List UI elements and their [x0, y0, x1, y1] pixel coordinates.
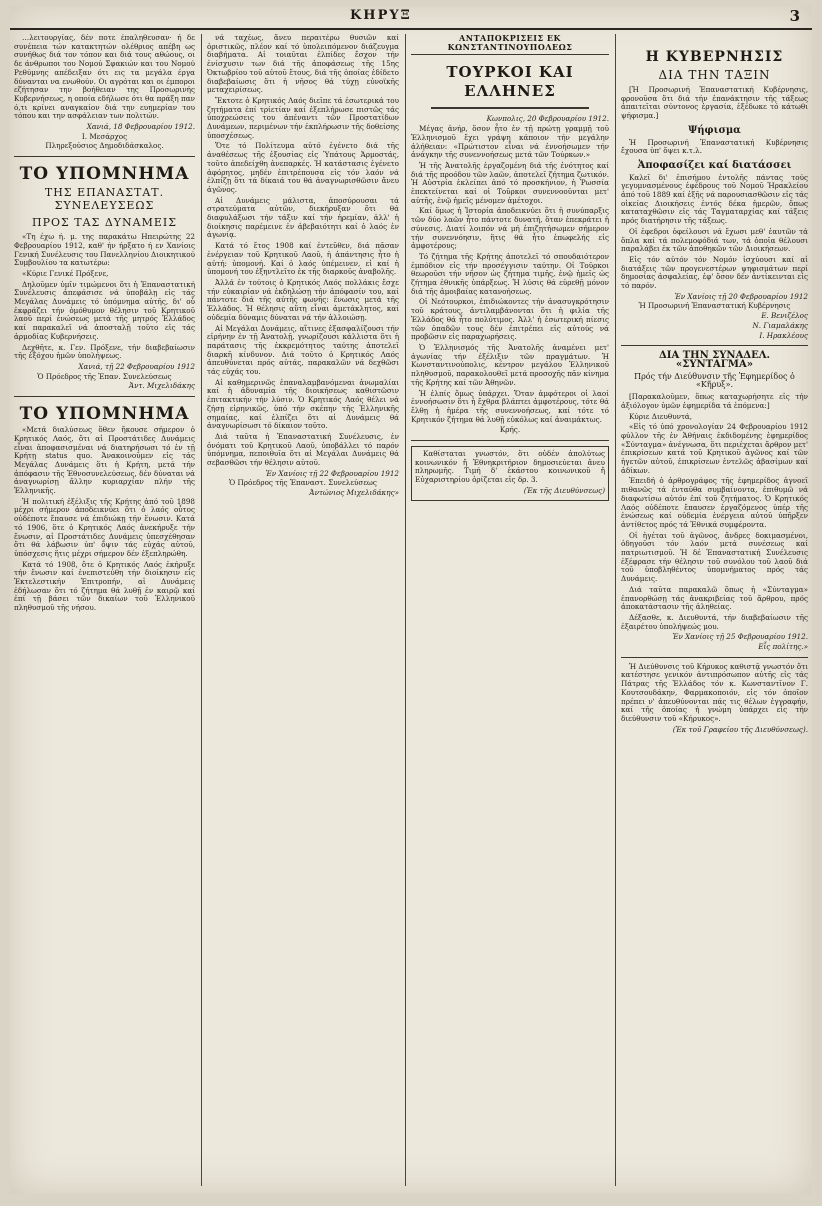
article-text: Ἀλλά ἐν τούτοις ὁ Κρητικός Λαός πολλάκις ἔσχε τήν εὐκαιρίαν νά ἐκδηλώσῃ τήν ἀπόφασίν του, καί πάντοτε διά τῆς αὐτῆς φωνῆς: ἕνωσις μετά τῆς Ἑλλάδος. Ἡ θέλησις αὕτη εἶναι ἀμετάκλητος, καί οὐδεμία δύναμις δύναται νά τήν ἀλλοιώσῃ.	[207, 277, 399, 322]
article-text: Ἡ Προσωρινή Ἐπαναστατική Κυβέρνησις ἔχουσα ὑπ' ὄψει κ.τ.λ.	[621, 137, 808, 156]
subheadline: ΔΙΑ ΤΗΝ ΤΑΞΙΝ	[658, 68, 771, 82]
article-text: «Μετά διαλύσεως ὅθεν ἤκουσε σήμερον ὁ Κρητικός Λαός, ὅτι αἱ Προστάτιδες Δυνάμεις εἶναι ἀποφασισμέναι νά διατηρήσωσι τό ἐν τῇ Κρήτῃ status quo. Ἀνακοινοῦμεν εἰς τάς Μεγάλας Δυνάμεις ὅτι ἡ Κρήτη, μετά τήν ἀπόφασιν τῆς Ἐθνοσυνελεύσεως, δέν δύναται νά ἀναγνωρίσῃ ἄλλην κυριαρχίαν πλήν τῆς Ἑλληνικῆς.	[14, 425, 195, 496]
signature-place: Χανιά, τῇ 22 Φεβρουαρίου 1912	[78, 361, 195, 371]
divider	[14, 156, 195, 157]
article-text: Κατά τό ἔτος 1908 καί ἐντεῦθεν, διά πᾶσαν ἐνέργειαν τοῦ Κρητικοῦ Λαοῦ, ἡ ἀπάντησις ἦτο ἡ αὐτή: ὑπομονή. Καί ὁ λαός ὑπέμεινεν, εἰ καί ἡ ὑπομονή του ἐξηντλεῖτο ἐκ τῆς διαρκοῦς ἀναβολῆς.	[207, 241, 399, 277]
signature-place: Χανιά, 18 Φεβρουαρίου 1912.	[86, 122, 195, 132]
article-text: Αἱ Δυνάμεις μάλιστα, ἀποσύρουσαι τά στρατεύματα αὐτῶν, διεκήρυξαν ὅτι θά διαφυλάξωσι τήν τάξιν καί τήν ἠρεμίαν, ἀλλ' ἡ διοίκησις παρέμεινε ἐν ἀβεβαιότητι καί ὁ λαός ἐν ἀγωνίᾳ.	[207, 195, 399, 240]
column-3	[411, 34, 609, 1186]
divider	[621, 657, 808, 658]
article-text: Αἱ καθημερινῶς ἐπαναλαμβανόμεναι ἀνωμαλίαι καί ἡ ἀδυναμία τῆς διοικήσεως καθιστῶσιν ἐπιτακτικήν τήν λύσιν. Ὁ Κρητικός Λαός θέλει νά ζήσῃ εἰρηνικῶς, ὑπό τήν σκέπην τῆς Ἑλληνικῆς σημαίας, καί ἐλπίζει ὅτι αἱ Δυνάμεις θά ἀναγνωρίσωσι τό δίκαιον τοῦτο.	[207, 377, 399, 431]
article-text: Δηλοῦμεν ὑμῖν τιμώμενοι ὅτι ἡ Ἐπαναστατική Συνέλευσις ἀπεφάσισε νά ὑποβάλῃ εἰς τάς Μεγάλας Δυνάμεις τό ὑπόμνημα αὐτῆς, δι' οὗ ἐκφράζει τήν ὁμόθυμον θέλησιν τοῦ Κρητικοῦ λαοῦ περί ἑνώσεως μετά τῆς μητρός Ἑλλάδος καί παρακαλεῖ νά ἀποσταλῇ τοῦτο εἰς τάς ἀρμοδίας Κυβερνήσεις.	[14, 279, 195, 341]
article-text: Οἱ ἡγέται τοῦ ἀγῶνος, ἄνδρες δοκιμασμένοι, ὁδηγοῦσι τόν λαόν μετά συνέσεως καί πατριωτισμοῦ. Ἡ δέ Ἐπαναστατική Συνέλευσις ἐξέφρασε τήν θέλησιν τοῦ συνόλου τοῦ λαοῦ διά τοῦ ὑποβληθέντος ὑπομνήματος πρός τάς Δυνάμεις.	[621, 530, 808, 584]
headline: ΤΟΥΡΚΟΙ ΚΑΙ ΕΛΛΗΝΕΣ	[446, 63, 574, 101]
column-rule	[201, 34, 202, 1186]
column-4	[621, 34, 808, 1186]
article-text: «Τη έχω ή. μ. της παρακάτω Ηπειρώτης 22 Φεβρουαρίου 1912, καθ' ήν ήρξατο ή εν Χανίοις Γενική Συνέλευσις του Πανελληνίου Διοικητικού Συμβουλίου τα κατωτέρω:	[14, 232, 195, 268]
article-text: Οἱ ἐφεδροι ὀφείλουσι νά ἔχωσι μεθ' ἑαυτῶν τά ὅπλα καί τά πολεμοφόδιά των, τά ὁποῖα θέλουσι παραλάβει ἐκ τῶν ἀποθηκῶν τῶν Διοικήσεων.	[621, 226, 808, 254]
article-text: Ὁ Ἑλληνισμός τῆς Ἀνατολῆς ἀναμένει μετ' ἀγωνίας τήν ἐξέλιξιν τῶν πραγμάτων. Ἡ Κωνσταντινούπολις, κέντρον μεγάλου Ἑλληνικοῦ πληθυσμοῦ, παρακολουθεῖ μετά προσοχῆς πᾶν κίνημα τῆς Κρήτης καί τῶν Ἀθηνῶν.	[411, 342, 609, 387]
signature-name: Ἀντ. Μιχελιδάκης	[128, 381, 195, 391]
section-note: [Παρακαλοῦμεν, ὅπως καταχωρήσητε εἰς τήν ἀξιόλογον ὑμῶν ἐφημερίδα τά ἑπόμενα:]	[621, 392, 808, 410]
signature-place: Ἐν Χανίοις τῇ 20 Φεβρουαρίου 1912	[674, 291, 808, 301]
column-rule	[405, 34, 406, 1186]
headline: Η ΚΥΒΕΡΝΗΣΙΣ	[645, 49, 784, 65]
article-text: «Εἰς τό ὑπό χρονολογίαν 24 Φεβρουαρίου 1912 φύλλον τῆς ἐν Ἀθήναις ἐκδιδομένης ἐφημερίδος «Σύνταγμα» ἀνέγνωσα, ὅτι περιέχεται ἄρθρον μετ' ἐπικρίσεων κατά τοῦ Κρητικοῦ ἀγῶνος καί τῶν ἡγετῶν αὐτοῦ, ἐπικρίσεων ἐντελῶς ἀβασίμων καί ἀδίκων.	[621, 422, 808, 475]
notice-signature: (Ἐκ τῆς Διευθύνσεως)	[523, 485, 605, 495]
signature-name: Κρής.	[499, 425, 521, 435]
masthead	[10, 6, 812, 30]
article-text: Μέγας ἀνήρ, ὅσον ἦτο ἐν τῇ πρώτῃ γραμμῇ τοῦ Ἑλληνισμοῦ ἔχει γράψη κάποιον τήν μεγάλην ἀλήθειαν: «Πρώτιστον εἶναι νά ἐννοήσωμεν τήν ἀνάγκην τῆς συνεννοήσεως μετά τῶν Τούρκων.»	[411, 124, 609, 160]
article-intro: [Ἡ Προσωρινή Ἐπαναστατική Κυβέρνησις, φρονοῦσα ὅτι διά τήν ἐπανάκτησιν τῆς τάξεως ἀπαιτεῖται σύντονος ἐργασία, ἐξέδωκε τό κάτωθι ψήφισμα.]	[621, 85, 808, 121]
divider	[14, 396, 195, 397]
divider	[411, 440, 609, 441]
article-text: Ὅτε τό Πολίτευμα αὐτό ἐγένετο διά τῆς ἀναθέσεως τῆς ἐξουσίας εἰς Ὑπάτους Ἀρμοστάς, τοῦτο ἀπεδείχθη ἀνεπαρκές. Ἡ κατάστασις ἐγένετο ἀφόρητος, μηδέν ἐπιτρέπουσα εἰς τόν λαόν νά ἐλπίζῃ ὅτι τά δίκαιά του θά ἀναγνωρισθῶσιν ἄνευ ἀγῶνος.	[207, 141, 399, 194]
article-greeting: Κύριε Διευθυντά,	[629, 411, 693, 421]
subheadline: ΠΡΟΣ ΤΑΣ ΔΥΝΑΜΕΙΣ	[31, 216, 178, 230]
page-number: 3	[789, 7, 800, 25]
newspaper-page	[10, 6, 812, 1194]
article-text: …λειτουργίας, δέν ποτε έπαληθευσαν· ή δε συνέπεια τών κατακτητών ολέθριος απέβη ως συνήθως διά τον τόπον και διά τους αθώους, οι δε άνθρωποι του Νομού Σφακιών και του Νομού Ρεθύμνης απέδειξαν ότι εις τα μεγάλα έργα δύνανται να ενωθούν. Οι αγρόται και οι έμποροι εζήτησαν την βοήθειαν της Προσωρινής Κυβερνήσεως, η οποία εδήλωσε ότι θα πράξη παν ό,τι κρίνει αναγκαίον διά την ευημερίαν του τόπου και την ασφάλειαν των πολιτών.	[14, 34, 195, 121]
signature-role: Ὁ Πρόεδρος τῆς Ἐπαναστ. Συνελεύσεως	[229, 478, 377, 488]
paper-name: ΚΗΡΥΞ	[350, 8, 412, 23]
signature-name: Ν. Γιαμαλάκης	[752, 320, 808, 330]
notice-signature: (Ἐκ τοῦ Γραφείου τῆς Διευθύνσεως).	[672, 724, 808, 734]
article-text: Ἡ πολιτική ἐξέλιξις τῆς Κρήτης ἀπό τοῦ 1898 μέχρι σήμερον ἀποδεικνύει ὅτι ὁ λαός οὗτος οὐδέποτε ἔπαυσε νά ἐπιδιώκῃ τήν ἕνωσιν. Κατά τό 1906, ὅτε ὁ Κρητικός Λαός ἀνεκήρυξε τήν ἕνωσιν, αἱ Προστάτιδες Δυνάμεις ὑπεσχέθησαν ὅτι θά λάβωσιν ὑπ' ὄψιν τάς εὐχάς αὐτοῦ, ὑπόσχεσις ἥτις μέχρι σήμερον δέν ἐξεπληρώθη.	[14, 496, 195, 558]
article-text: Διά ταῦτα παρακαλῶ ὅπως ἡ «Σύνταγμα» ἐπανορθώσῃ τάς ἀνακριβείας τοῦ ἄρθρου, πρός ἀποκατάστασιν τῆς ἀληθείας.	[621, 584, 808, 612]
dateline: Κωνπολις, 20 Φεβρουαρίου 1912.	[486, 114, 609, 124]
signature-role: Ὁ Πρόεδρος τῆς Ἐπαν. Συνελεύσεως	[37, 371, 172, 381]
column-1	[14, 34, 195, 1186]
signature-name: Ἀντώνιος Μιχελιδάκης»	[309, 488, 399, 498]
divider	[431, 107, 589, 109]
article-text: Ἡ Διεύθυνσις τοῦ Κήρυκος καθιστᾷ γνωστόν ὅτι κατέστησε γενικόν ἀντιπρόσωπον αὐτῆς εἰς τάς Πάτρας τῆς Ἑλλάδος τόν κ. Κωνσταντῖνον Γ. Κουτσουδάκην, Φαρμακοποιόν, εἰς τόν ὁποῖον πρέπει ν' ἀπευθύνονται πάς τις θέλων ἐγγραφήν, καί τῆς ὁποίας ἡ γνώμη ὑπάρχει εἰς τήν διεύθυνσιν τοῦ «Κήρυκος».	[621, 661, 808, 723]
article-text: νά ταχέως, ἄνευ περαιτέρω θυσιῶν καί ὁριστικῶς, πλέον καί τό ὑπολειπόμενον διάζευγμα διαβήματα. Αἱ τοιαῦται ἐλπίδες ἔσχον τήν ἐνίσχυσιν των διά τῆς ἀποφάσεως τῆς 15ης Ὀκτωβρίου τοῦ αὐτοῦ ἔτους, διά τῆς ὁποίας ἐδίδετο διαβεβαίωσις ὅτι ἡ νῆσος θά τύχῃ εὐνοϊκῆς μεταχειρίσεως.	[207, 34, 399, 95]
subheadline: ΤΗΣ ΕΠΑΝΑΣΤΑΤ. ΣΥΝΕΛΕΥΣΕΩΣ	[44, 186, 165, 213]
article-text: Εἰς τόν αὐτόν τόν Νομόν ἰσχύουσι καί αἱ διατάξεις τῶν προγενεστέρων ψηφισμάτων περί δημοσίας ἀσφαλείας, ἐφ' ὅσον δέν ἀντίκεινται εἰς τό παρόν.	[621, 254, 808, 291]
article-text: Καί ὅμως ἡ Ἰστορία ἀποδεικνύει ὅτι ἡ συνύπαρξις τῶν δύο λαῶν ἦτο πάντοτε δυνατή, ὅταν ἐπεκράτει ἡ σύνεσις. Διατί λοιπόν νά μή ἐπιζητήσωμεν σήμερον τήν συνεννόησιν, ἥτις θά ἦτο ἐπωφελής εἰς ἀμφοτέρους;	[411, 206, 609, 251]
article-text: Ἔκτοτε ὁ Κρητικός Λαός διεῖπε τά ἐσωτερικά του ζητήματα ἐπί τρίετίαν καί ἐξεπλήρωσε πιστῶς τάς ὑποχρεώσεις του ἀπέναντι τῶν Προστατίδων Δυνάμεων, περιμένων τήν ἐκπλήρωσιν τῆς δοθείσης ὑποσχέσεως.	[207, 95, 399, 140]
decree-title: Ψήφισμα	[688, 124, 741, 136]
notice-text: Καθίσταται γνωστόν, ὅτι οὐδέν ἀπολύτως κοινωνικόν ἤ Ἐθνηκριτήριον δημοσιεύεται ἄνευ πληρωμῆς. Τιμή δ' ἑκάστου κοινωνικοῦ ἤ Εὐχαριστηρίου ὁρίζεται εἰς δρ. 3.	[415, 449, 605, 485]
signature-title: Πληρεξούσιος Δημοδιδάσκαλος.	[45, 141, 164, 151]
article-text: Ἐπειδή ὁ ἀρθρογράφος τῆς ἐφημερίδος ἀγνοεῖ πιθανῶς τά ἐνταῦθα συμβαίνοντα, ἐπιθυμῶ νά διαφωτίσω αὐτόν ἐπί τοῦ ζητήματος. Ὁ Κρητικός Λαός οὐδέποτε ἔπαυσεν ἐργαζόμενος ὑπέρ τῆς ἑνώσεως καί οὐδεμία ἐνέργεια αὐτοῦ ὑπῆρξεν ἀντίθετος πρός τά Ἐθνικά συμφέροντα.	[621, 476, 808, 529]
article-text: Δέξασθε, κ. Διευθυντά, τήν διαβεβαίωσιν τῆς ἐξαιρέτου ὑπολήψεώς μου.	[621, 612, 808, 631]
divider	[621, 345, 808, 346]
signature-name: Ε. Βενιζέλος	[761, 311, 808, 321]
article-text: Καλεῖ δι' ἐπισήμου ἐντολῆς πάντας τούς γεγυμνασμένους ἐφέδρους τοῦ Νομοῦ Ἡρακλείου ἀπό τοῦ 1889 καί ἑξῆς νά παρουσιασθῶσιν εἰς τάς οἰκείας Διοικήσεις ἐντός δέκα ἡμερῶν, ὅπως καταταχθῶσιν εἰς τάς Ταγματαρχίας καί τάξεις πρός διατήρησιν τῆς τάξεως.	[621, 172, 808, 226]
headline: ΤΟ ΥΠΟΜΝΗΜΑ	[19, 164, 190, 185]
article-greeting: «Κύριε Γενικέ Πρόξενε,	[22, 268, 109, 278]
decree-section: Ἀποφασίζει καί διατάσσει	[637, 159, 792, 171]
article-text: Ἡ τῆς Ἀνατολῆς ἐργαζομένη διά τῆς ἐνότητος καί διά τῆς προόδου τῶν λαῶν, ἀποτελεῖ ζήτημα ζωτικόν. Ἡ Αὐστρία ἐκλείπει ἀπό τό προσκήνιον, ἡ Ῥωσσία ἐπεκτείνεται καί οἱ Τοῦρκοι συνεννοοῦνται μετ' αὐτῆς, ἐνῷ ἡμεῖς μένομεν ἀμέτοχοι.	[411, 160, 609, 205]
headline: ΤΟ ΥΠΟΜΝΗΜΑ	[19, 404, 190, 425]
article-text: Ἡ ἐλπίς ὅμως ὑπάρχει. Ὅταν ἀμφότεροι οἱ λαοί ἐννοήσωσιν ὅτι ἡ ἔχθρα βλάπτει ἀμφοτέρους, τότε θά ἔλθῃ ἡ ἡμέρα τῆς συνεννοήσεως, καί τότε τό Κρητικόν ζήτημα θά λυθῇ εὐκόλως καί ἀναιμάκτως.	[411, 388, 609, 424]
column-rule	[615, 34, 616, 1186]
article-text: Οἱ Νεότουρκοι, ἐπιδιώκοντες τήν ἀνασυγκρότησιν τοῦ κράτους, ἀντιλαμβάνονται ὅτι ἡ φιλία τῆς Ἑλλάδος θά ἦτο πολύτιμος. Ἀλλ' ἡ ἐσωτερική πίεσις τῶν ὀπαδῶν τους δέν ἐπιτρέπει εἰς αὐτούς νά προβῶσιν εἰς παραχωρήσεις.	[411, 297, 609, 342]
article-text: Κατά τό 1908, ὅτε ὁ Κρητικός Λαός ἐκήρυξε τήν ἕνωσιν καί ἐνεπιστεύθη τήν διοίκησιν εἰς Ἐκτελεστικήν Ἐπιτροπήν, αἱ Δυνάμεις ἐδήλωσαν ὅτι τό ζήτημα θά λυθῇ ἐν καιρῷ καί ἐπί τῇ βάσει τῶν δικαίων τοῦ Ἑλληνικοῦ πληθυσμοῦ τῆς νήσου.	[14, 559, 195, 613]
notice-box	[411, 446, 609, 501]
column-2	[207, 34, 399, 1186]
article-text: Δεχθῆτε, κ. Γεν. Πρόξενε, τήν διαβεβαίωσιν τῆς ἐξόχου ἡμῶν ὑπολήψεως.	[14, 342, 195, 361]
signature-role: Ἡ Προσωρινή Ἐπαναστατική Κυβέρνησις	[638, 301, 791, 311]
signature-place: Ἐν Χανίοις τῇ 22 Φεβρουαρίου 1912	[265, 468, 399, 478]
signature-place: Ἐν Χανίοις τῇ 25 Φεβρουαρίου 1912.	[672, 632, 808, 642]
article-text: Διά ταῦτα ἡ Ἐπαναστατική Συνέλευσις, ἐν ὀνόματι τοῦ Κρητικοῦ Λαοῦ, ὑποβάλλει τό παρόν ὑπόμνημα, πεποιθυῖα ὅτι αἱ Μεγάλαι Δυνάμεις θά σεβασθῶσι τήν θέλησιν αὐτοῦ.	[207, 431, 399, 468]
signature-name: Εἷς πολίτης.»	[758, 642, 808, 652]
signature-name: Ι. Ηρακλέους	[759, 330, 808, 340]
signature-name: Ι. Μεσάρχος	[81, 131, 128, 141]
article-text: Αἱ Μεγάλαι Δυνάμεις, αἵτινες ἐξασφαλίζουσι τήν εἰρήνην ἐν τῇ Ἀνατολῇ, γνωρίζουσι κάλλιστα ὅτι ἡ παράτασις τῆς ἐκκρεμότητος ταύτης ἀποτελεῖ διαρκῆ κίνδυνον. Διά τοῦτο ὁ Κρητικός Λαός ἀπευθύνεται πρός αὐτάς, παρακαλῶν νά δεχθῶσι τάς εὐχάς του.	[207, 323, 399, 377]
section-title: ΔΙΑ ΤΗΝ ΣΥΝΑΔΕΛ. «ΣΥΝΤΑΓΜΑ»	[659, 350, 770, 370]
article-text: Τό ζήτημα τῆς Κρήτης ἀποτελεῖ τό σπουδαιότερον ἐμπόδιον εἰς τήν προσέγγισιν ταύτην. Οἱ Τοῦρκοι θεωροῦσι τήν νῆσον ὡς ζήτημα τιμῆς, ἐνῷ ἡμεῖς ὡς ζήτημα ἐθνικῆς ὑπάρξεως. Ἡ λύσις θά εὑρεθῇ μόνον διά τῆς ἀμοιβαίας κατανοήσεως.	[411, 251, 609, 296]
section-kicker: ΑΝΤΑΠΟΚΡΙΣΕΙΣ ΕΚ ΚΩΝΣΤΑΝΤΙΝΟΥΠΟΛΕΩΣ	[411, 34, 609, 55]
section-subtitle: Πρός τήν Διεύθυνσιν τῆς Ἐφημερίδος ὁ «Κῆρυξ».	[634, 371, 795, 390]
